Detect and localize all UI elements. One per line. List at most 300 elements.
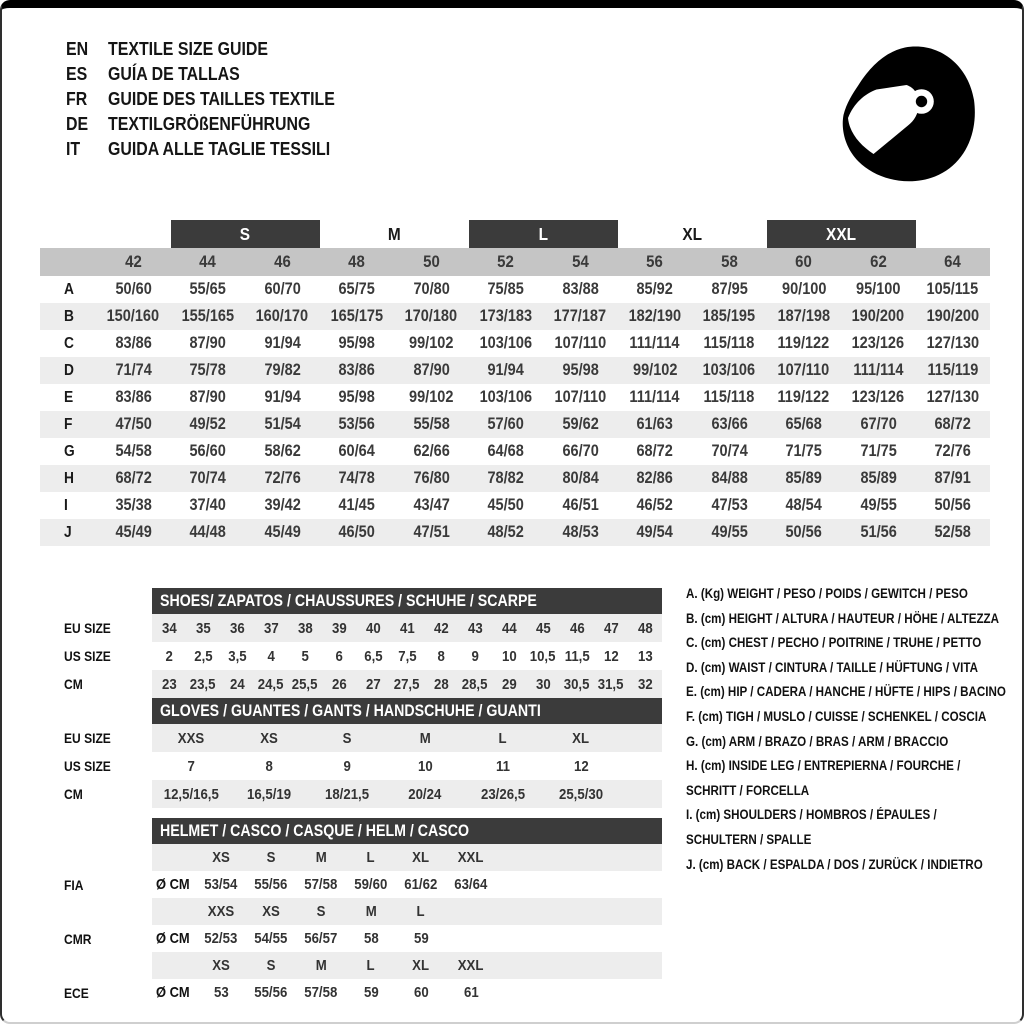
cell-text: L: [498, 729, 508, 747]
cell: [543, 330, 618, 357]
cell-text: XS: [212, 849, 230, 866]
cell: [424, 642, 458, 670]
cell-text: 111/114: [629, 388, 680, 406]
cell: [220, 670, 254, 698]
cell-text: 11: [496, 757, 510, 775]
legend-line: [686, 853, 1024, 878]
legend-line-text: A. (Kg) WEIGHT / PESO / POIDS / GEWITCH / PESO: [686, 586, 968, 601]
cell: [246, 871, 296, 898]
size-group-s: [171, 220, 320, 248]
cell-text: 115/118: [703, 388, 755, 406]
cell-text: 187/198: [777, 307, 830, 325]
cell-text: 12: [573, 757, 589, 775]
cell-text: 30: [535, 675, 551, 693]
cell-text: 68/72: [934, 415, 971, 433]
cell-text: 52/58: [934, 523, 971, 541]
cell: [841, 384, 916, 411]
column-header-text: 48: [348, 252, 366, 271]
row-label: [40, 780, 152, 808]
legend-line: [686, 607, 1024, 632]
cell-text: 85/92: [636, 280, 673, 298]
cell: [296, 844, 346, 871]
cell-text: 56/60: [189, 442, 226, 460]
cell-text: 9: [471, 647, 479, 665]
cell: [171, 519, 246, 546]
cell-text: 61: [463, 984, 479, 1001]
language-row: [66, 136, 372, 161]
cell: [346, 871, 396, 898]
gloves-table-title-bar: [152, 698, 662, 724]
cell: [458, 642, 492, 670]
cell: [543, 465, 618, 492]
cell: [356, 642, 390, 670]
cell-text: 45/50: [487, 496, 524, 514]
gloves-table-body: [40, 724, 662, 808]
cell-text: 71/75: [785, 442, 822, 460]
table-row: [40, 925, 662, 952]
cell-text: 6,5: [363, 647, 383, 665]
cell-text: 46/51: [562, 496, 599, 514]
language-title: [108, 113, 343, 135]
cell-text: 105/115: [926, 280, 979, 298]
language-title-text: TEXTILGRÖßENFÜHRUNG: [108, 112, 311, 134]
cell: [308, 724, 386, 752]
cell: [841, 357, 916, 384]
cell-text: 46/52: [636, 496, 673, 514]
cell: [346, 952, 396, 979]
cell-text: 59: [363, 984, 379, 1001]
table-row-c: [40, 330, 990, 357]
cell-text: 39: [331, 619, 347, 637]
cell: [916, 384, 991, 411]
unit-label-text: Ø CM: [156, 984, 190, 1001]
cell: [424, 614, 458, 642]
cell-text: 54/58: [115, 442, 152, 460]
cell-text: XXL: [458, 957, 484, 974]
row-label-text: EU SIZE: [64, 620, 111, 636]
cell: [543, 438, 618, 465]
cell: [469, 384, 544, 411]
table-row: [40, 780, 662, 808]
legend-item: [686, 754, 1024, 803]
cell: [394, 330, 469, 357]
cell-text: 85/89: [860, 469, 897, 487]
column-header: [469, 248, 544, 276]
cell-text: 49/52: [189, 415, 226, 433]
language-code: [66, 138, 108, 160]
cell: [394, 357, 469, 384]
row-label: [40, 357, 96, 384]
cell-text: 2: [165, 647, 173, 665]
language-title-text: TEXTILE SIZE GUIDE: [108, 37, 269, 59]
cell: [469, 492, 544, 519]
cell: [171, 465, 246, 492]
cell: [446, 898, 496, 925]
cell-text: 44: [501, 619, 517, 637]
helmet-table-title-bar: [152, 818, 662, 844]
cell: [230, 724, 308, 752]
legend-item: [686, 680, 1024, 705]
cell: [196, 898, 246, 925]
cell-text: 185/195: [703, 307, 756, 325]
row-label: [40, 898, 152, 925]
row-label: [40, 952, 152, 979]
cell: [916, 330, 991, 357]
table-row-d: [40, 357, 990, 384]
cell-text: XL: [412, 849, 430, 866]
table-row-a: [40, 276, 990, 303]
legend-line: [686, 828, 1024, 853]
cell: [96, 276, 171, 303]
cell-text: 29: [501, 675, 517, 693]
cell: [394, 303, 469, 330]
table-row: [40, 952, 662, 979]
row-label-text: FIA: [64, 876, 84, 893]
cell: [446, 979, 496, 1006]
row-label-text: CM: [64, 676, 83, 692]
row-label-text: E: [64, 388, 74, 406]
cell: [469, 303, 544, 330]
cell-text: 79/82: [264, 361, 301, 379]
cell-text: 84/88: [711, 469, 748, 487]
cell-text: L: [416, 903, 426, 920]
cell: [96, 357, 171, 384]
shoes-table-body: [40, 614, 662, 698]
row-label: [40, 614, 152, 642]
cell-text: 46/50: [338, 523, 375, 541]
row-label: [40, 925, 152, 952]
cell-text: 10: [417, 757, 433, 775]
cell-text: 52/53: [204, 930, 238, 947]
language-title: [108, 63, 261, 85]
cell-text: 66/70: [562, 442, 599, 460]
cell-text: 57/60: [487, 415, 524, 433]
language-code-text: EN: [66, 37, 89, 59]
column-header-text: 60: [795, 252, 813, 271]
column-header: [96, 248, 171, 276]
cell: [296, 925, 346, 952]
cell: [220, 614, 254, 642]
cell-text: 24: [229, 675, 245, 693]
row-label-text: A: [64, 280, 74, 298]
cell-text: 55/56: [254, 876, 288, 893]
cell-text: 103/106: [479, 388, 532, 406]
racing-helmet-icon: [836, 40, 986, 190]
column-header: [692, 248, 767, 276]
cell-text: M: [315, 957, 327, 974]
cell: [469, 519, 544, 546]
cell: [767, 465, 842, 492]
size-group-m-text: M: [387, 223, 401, 244]
cell-text: 60: [413, 984, 429, 1001]
cell: [560, 642, 594, 670]
cell: [96, 303, 171, 330]
legend-line-text: H. (cm) INSIDE LEG / ENTREPIERNA / FOURCHE /: [686, 758, 961, 774]
cell-text: 182/190: [628, 307, 681, 325]
cell: [320, 384, 395, 411]
cell: [469, 438, 544, 465]
cell-text: 23: [161, 675, 177, 693]
cell: [692, 276, 767, 303]
cell: [560, 670, 594, 698]
table-row: [40, 871, 662, 898]
table-row-h: [40, 465, 990, 492]
cell-text: 45/49: [115, 523, 152, 541]
cell-text: XXL: [458, 849, 484, 866]
cell: [446, 925, 496, 952]
column-header: [245, 248, 320, 276]
legend-item: [686, 705, 1024, 730]
unit-label-text: Ø CM: [156, 876, 190, 893]
cell: [394, 465, 469, 492]
cell-text: 9: [343, 757, 351, 775]
cell: [469, 330, 544, 357]
cell-text: 47/50: [115, 415, 152, 433]
cell-text: 47/53: [711, 496, 748, 514]
cell: [346, 898, 396, 925]
legend-line-text: E. (cm) HIP / CADERA / HANCHE / HÜFTE / HIPS / BACINO: [686, 684, 1006, 700]
cell-text: 90/100: [781, 280, 826, 298]
cell-text: 36: [229, 619, 245, 637]
cell: [916, 357, 991, 384]
row-cells: [152, 844, 662, 871]
cell-text: 12,5/16,5: [163, 785, 219, 803]
table-row-i: [40, 492, 990, 519]
cell: [841, 519, 916, 546]
cell: [542, 752, 620, 780]
cell: [96, 492, 171, 519]
cell-text: 160/170: [256, 307, 309, 325]
measurement-legend: [686, 582, 1024, 877]
cell: [171, 303, 246, 330]
table-row: [40, 614, 662, 642]
row-label: [40, 979, 152, 1006]
language-row: [66, 36, 372, 61]
cell: [394, 411, 469, 438]
row-label: [40, 411, 96, 438]
cell: [394, 519, 469, 546]
cell-text: 48: [637, 619, 653, 637]
cell-text: 115/119: [927, 361, 979, 379]
cell: [152, 780, 230, 808]
legend-line-text: J. (cm) BACK / ESPALDA / DOS / ZURÜCK / INDIETRO: [686, 856, 983, 872]
cell: [767, 276, 842, 303]
cell: [841, 438, 916, 465]
row-label: [40, 276, 96, 303]
cell-text: 18/21,5: [324, 785, 370, 803]
cell: [245, 519, 320, 546]
cell: [464, 780, 542, 808]
cell: [526, 670, 560, 698]
cell: [308, 780, 386, 808]
size-group-m: [320, 220, 469, 248]
cell-text: 65/68: [785, 415, 822, 433]
cell-text: 51/56: [860, 523, 897, 541]
cell: [246, 844, 296, 871]
row-label-text: H: [64, 469, 74, 487]
cell: [618, 303, 693, 330]
cell: [692, 519, 767, 546]
cell: [322, 614, 356, 642]
cell-text: 30,5: [564, 675, 590, 693]
cell-text: 26: [331, 675, 347, 693]
cell: [394, 384, 469, 411]
cell: [96, 438, 171, 465]
cell-text: M: [315, 849, 327, 866]
column-header-text: 64: [944, 252, 962, 271]
unit-label: [152, 952, 196, 979]
cell: [916, 411, 991, 438]
cell-text: XL: [412, 957, 430, 974]
cell-text: 68/72: [636, 442, 673, 460]
cell: [320, 465, 395, 492]
cell-text: 103/106: [479, 334, 532, 352]
cell: [916, 519, 991, 546]
table-row: [40, 642, 662, 670]
cell-text: 111/114: [853, 361, 904, 379]
cell: [469, 411, 544, 438]
cell-text: 99/102: [632, 361, 677, 379]
cell: [560, 614, 594, 642]
size-group-xl-text: XL: [682, 223, 702, 244]
row-label-text: CM: [64, 786, 83, 802]
cell-text: XL: [572, 729, 590, 747]
cell-text: 50/56: [934, 496, 971, 514]
shoes-table-title: SHOES/ ZAPATOS / CHAUSSURES / SCHUHE / SCARPE: [160, 591, 537, 610]
cell: [628, 614, 662, 642]
column-header-text: 42: [124, 252, 142, 271]
helmet-table-title: HELMET / CASCO / CASQUE / HELM / CASCO: [160, 821, 470, 840]
cell: [245, 438, 320, 465]
row-label-text: D: [64, 361, 74, 379]
cell-text: XS: [262, 903, 280, 920]
row-label: [40, 670, 152, 698]
cell-text: 65/75: [338, 280, 375, 298]
cell-text: S: [266, 957, 276, 974]
cell-text: 173/183: [479, 307, 532, 325]
cell: [618, 357, 693, 384]
cell-text: 87/90: [413, 361, 450, 379]
column-header-text: 62: [869, 252, 887, 271]
cell: [594, 670, 628, 698]
cell-text: S: [266, 849, 276, 866]
cell-text: 8: [437, 647, 445, 665]
size-group-l-text: L: [538, 223, 548, 244]
cell: [320, 411, 395, 438]
cell-text: 16,5/19: [246, 785, 292, 803]
cell-text: 72/76: [934, 442, 971, 460]
cell-text: 119/122: [777, 334, 830, 352]
legend-item: [686, 730, 1024, 755]
cell: [245, 357, 320, 384]
cell: [396, 844, 446, 871]
cell: [356, 614, 390, 642]
cell: [469, 357, 544, 384]
cell-text: 177/187: [554, 307, 607, 325]
cell-text: 87/90: [189, 388, 226, 406]
legend-line: [686, 730, 1024, 755]
cell: [390, 670, 424, 698]
legend-line: [686, 803, 1024, 828]
cell-text: 123/126: [852, 334, 905, 352]
cell: [618, 384, 693, 411]
cell-text: 111/114: [629, 334, 680, 352]
size-group-xxl: [767, 220, 916, 248]
language-title: [108, 38, 294, 60]
cell-text: XXS: [177, 729, 205, 747]
cell-text: 5: [301, 647, 309, 665]
cell-text: 95/100: [856, 280, 901, 298]
cell-text: 4: [267, 647, 275, 665]
cell: [526, 614, 560, 642]
legend-line: [686, 582, 1024, 607]
cell: [186, 642, 220, 670]
cell: [767, 330, 842, 357]
table-row-g: [40, 438, 990, 465]
table-row-j: [40, 519, 990, 546]
cell: [230, 752, 308, 780]
cell: [543, 384, 618, 411]
cell: [246, 898, 296, 925]
cell-text: 103/106: [703, 361, 756, 379]
cell-text: 56/57: [304, 930, 338, 947]
cell: [386, 724, 464, 752]
table-row: [40, 752, 662, 780]
cell: [246, 952, 296, 979]
legend-item: [686, 607, 1024, 632]
legend-line: [686, 631, 1024, 656]
row-cells: [152, 979, 662, 1006]
table-row: [40, 898, 662, 925]
row-label-text: CMR: [64, 930, 92, 947]
cell: [346, 979, 396, 1006]
cell: [288, 670, 322, 698]
cell: [196, 871, 246, 898]
cell: [196, 952, 246, 979]
row-label-text: US SIZE: [64, 758, 111, 774]
cell: [767, 357, 842, 384]
legend-line: [686, 680, 1024, 705]
language-code: [66, 88, 108, 110]
row-label: [40, 642, 152, 670]
unit-label: [152, 979, 196, 1006]
row-cells: [152, 871, 662, 898]
cell: [394, 438, 469, 465]
column-header-text: 46: [273, 252, 291, 271]
cell: [458, 614, 492, 642]
cell: [171, 384, 246, 411]
cell: [618, 330, 693, 357]
cell: [246, 979, 296, 1006]
row-label-text: C: [64, 334, 74, 352]
column-header: [767, 248, 842, 276]
row-cells: [152, 898, 662, 925]
row-label-text: US SIZE: [64, 648, 111, 664]
cell-text: 91/94: [487, 361, 524, 379]
cell-text: 12: [603, 647, 619, 665]
cell-text: XS: [212, 957, 230, 974]
cell: [767, 384, 842, 411]
cell-text: 47: [603, 619, 619, 637]
cell-text: 34: [161, 619, 177, 637]
cell-text: 3,5: [227, 647, 247, 665]
cell-text: 76/80: [413, 469, 450, 487]
cell-text: 32: [637, 675, 653, 693]
cell-text: XS: [260, 729, 278, 747]
cell-text: XXS: [207, 903, 235, 920]
cell-text: 49/55: [860, 496, 897, 514]
cell: [296, 952, 346, 979]
